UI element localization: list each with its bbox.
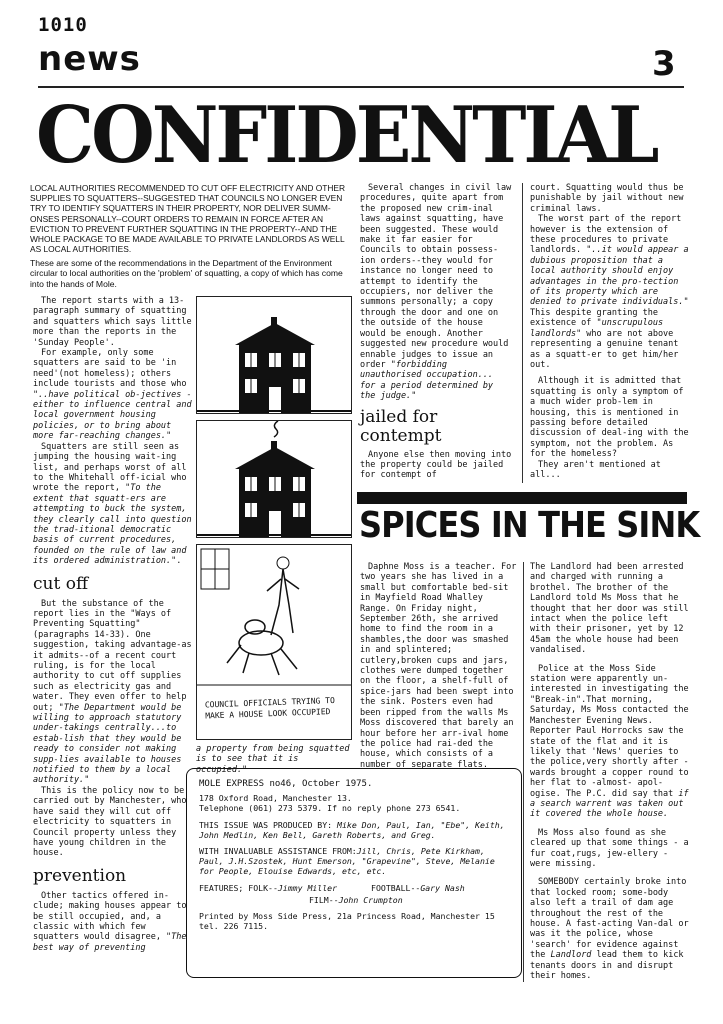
credits-printer: Printed by Moss Side Press, 21a Princess Road, Manchester 15 tel. 226 7115. [199, 911, 495, 932]
intro-lead: LOCAL AUTHORITIES RECOMMENDED TO CUT OFF ELECTRICITY AND OTHER SUPPLIES TO SQUATTERS--SUGGESTED THAT COUNCILS NO LONGER EVEN TRY TO IDENTIFY SQUATTERS IN THEIR PROPERTY, NOR DELIVER SUMM-ONSES PERSONALLY--COURT ORDERS TO REMAIN IN FORCE AFTER AN EVICTION TO PREVENT FURTHER SQUATTING IN THE PROPERTY--AND THE WHOLE PACKAGE TO BE MADE AVAILABLE TO PRIVATE LANDLORDS AS WELL AS LOCAL AUTHORITIES. [30, 183, 346, 255]
house-icon [197, 297, 351, 413]
house-smoke-icon [197, 421, 351, 537]
credits-produced: THIS ISSUE WAS PRODUCED BY: Mike Don, Paul, Ian, "Ebe", Keith, John Medlin, Ken Bell, Gareth Roberts, and Greg. [199, 819, 505, 840]
paragraph: Police at the Moss Side station were apparently un-interested in investigating the "Break-in".That morning, Saturday, Ms Moss contacted the Manchester Evening News. Reporter Paul Horrocks saw the state of the flat and it is likely that 'News' queries to the police,very shortly after -wards brought a copper round to her flat to -almost- apol-ogise. The P.C. did say that if a search warrent was taken out it covered the whole house. [530, 663, 689, 820]
headline: CONFIDENTIAL [36, 89, 657, 182]
credits-issue: MOLE EXPRESS no46, October 1975. [199, 779, 373, 789]
article-column-2 [360, 183, 513, 481]
article-column-1 [33, 296, 193, 953]
credits-assistance: WITH INVALUABLE ASSISTANCE FROM:Jill, Chris, Pete Kirkham, Paul, J.H.Szostek, Hunt Emerson, "Grapevine", Steve, Melanie for People, Elouise Edwards, etc, etc. [199, 846, 495, 877]
paragraph: For example, only some squatters are said to be 'in need'(not homeless); others include tourists and those who "..have political ob-jectives - either to influence central and local government housing policies, or to bring about more far-reaching changes." [33, 348, 192, 442]
credits-box [186, 768, 522, 978]
column-divider [523, 562, 524, 982]
spices-column-2 [530, 562, 690, 981]
paragraph: court. Squatting would thus be punishable by jail without new criminal laws. [530, 183, 684, 214]
subheading-jailed: jailed for contempt [360, 406, 442, 446]
house-panel-2 [196, 420, 352, 538]
paragraph: They aren't mentioned at all... [530, 459, 661, 480]
credits-phone: Telephone (061) 273 5379. If no reply phone 273 6541. [199, 803, 461, 814]
paragraph: Ms Moss also found as she cleared up that some things - a fur coat,rugs, jew-ellery - were missing. [530, 827, 689, 869]
paragraph: Squatters are still seen as jumping the housing wait-ing list, and perhaps worst of all to the Whitehall off-icial who wrote the report, "To the extent that squatt-ers are attempting to buck the system, they clearly call into question the trad-itional democratic basis of current procedures, founded on the rule of law and its ordered administration.". [33, 441, 192, 567]
credits-address: 178 Oxford Road, Manchester 13. [199, 793, 352, 804]
spices-banner [357, 492, 700, 550]
credits-features: FEATURES; FOLK--Jimmy Miller FOOTBALL--Gary Nash [199, 882, 465, 893]
news-logo: news [38, 39, 141, 79]
handwritten-caption: COUNCIL OFFICIALS TRYING TO MAKE A HOUSE LOOK OCCUPIED [204, 695, 335, 721]
intro-paragraph: These are some of the recommendations in the Department of the Environment circular to local authorities on the 'problem' of squatting, a copy of which has come into the hands of Mole. [30, 258, 343, 289]
house-panel-1 [196, 296, 352, 414]
paragraph: Although it is admitted that squatting is only a symptom of a much wider prob-lem in housing, this is mentioned in passing before detailed discussion of deal-ing with the symptom, not the problem. As for the homeless? [530, 376, 689, 460]
house-panel-3 [196, 544, 352, 740]
paragraph: The Landlord had been arrested and charged with running a brothel. The brother of the Landlord told Ms Moss that he thought that her door was still intact when the police left with their prisoner, yet by 12 45am the whole house had been vandalised. [530, 562, 689, 656]
banner-bar [357, 492, 687, 504]
paragraph: Daphne Moss is a teacher. For two years she has lived in a small but comfortable bed-sit in Mayfield Road Whalley Range. On Friday night, September 26th, she arrived home to find the room in a shambles,the door was smashed in and splintered; cutlery,broken cups and jars, clothes were dumped together on the floor, a shelf-full of spice-jars had been swept into the sink. Posters even had been ripped from the walls Ms Moss discovered that barely an hour before her arr-ival home the police had rai-ded the house, which consists of a number of separate flats. [360, 562, 517, 770]
paragraph: SOMEBODY certainly broke into that locked room; some-body also left a trail of dam age throughout the rest of the house. A fast-acting Van-dal or was it the police, whose 'search' for evidence against the Landlord lead them to kick tenants doors in and disrupt their homes. [530, 877, 689, 982]
paragraph: The report starts with a 13-paragraph summary of squatting and squatters which says little more than the reports in the 'Sunday People'. [33, 296, 192, 348]
issue-number: 1010 [38, 14, 88, 36]
paragraph: Several changes in civil law procedures, quite apart from the proposed new crim-inal laws against squatting, have been suggested. These would make it far easier for Councils to obtain possess-ion orders--they would for instance no longer need to attempt to identify the occupiers, nor deliver the summons personally; a copy through the door and one on the outside of the house would be enough. Another suggested new procedure would ennable judges to issue an order "forbidding unauthorised occupation... for a period determined by the judge." [360, 183, 512, 402]
masthead-rule [38, 86, 684, 88]
spices-column-1 [360, 562, 518, 770]
paragraph: This is the policy now to be carried out by Manchester, who have said they will cut off electricity to squatters in Council property unless they have young children in the house. [33, 785, 187, 859]
illustration-caption: a property from being squatted is to see that it is occupied." [196, 744, 350, 775]
credits-film: FILM--John Crumpton [309, 894, 403, 905]
paragraph: The worst part of the report however is the extension of these procedures to private landlords. "..it would appear a dubious proposition that a local authority should enjoy advantages in the pro-tection of its property which are denied to private individuals." This despite granting the existence of "unscrupulous landlords" who are not above representing a genuine tenant as a squatt-er to get him/her out. [530, 214, 689, 370]
crawling-official-icon [197, 545, 351, 695]
subheading-cut-off: cut off [33, 573, 89, 594]
spices-headline: SPICES IN THE SINK [359, 505, 700, 546]
paragraph: Anyone else then moving into the property could be jailed for contempt of [360, 449, 512, 481]
paragraph: But the substance of the report lies in the "Ways of Preventing Squatting" (paragraphs 14-33). One suggestion, taking advantage-as it admits--of a recent court ruling, is for the local authority to cut off supplies such as electricity gas and water. They even offer to help out; "The Department would be willing to approach statutory under-takings centrally...to estab-lish that they would be ready to consider not making supp-lies available to houses notified to them by a local authority." [33, 598, 192, 786]
paragraph: Other tactics offered in-clude; making houses appear to be still occupied, and, a classic with which few squatters would disagree, "The best way of preventing [33, 890, 187, 953]
article-column-3 [530, 183, 690, 480]
page-number: 3 [652, 44, 676, 84]
subheading-prevention: prevention [33, 865, 127, 886]
column-divider [522, 183, 523, 483]
